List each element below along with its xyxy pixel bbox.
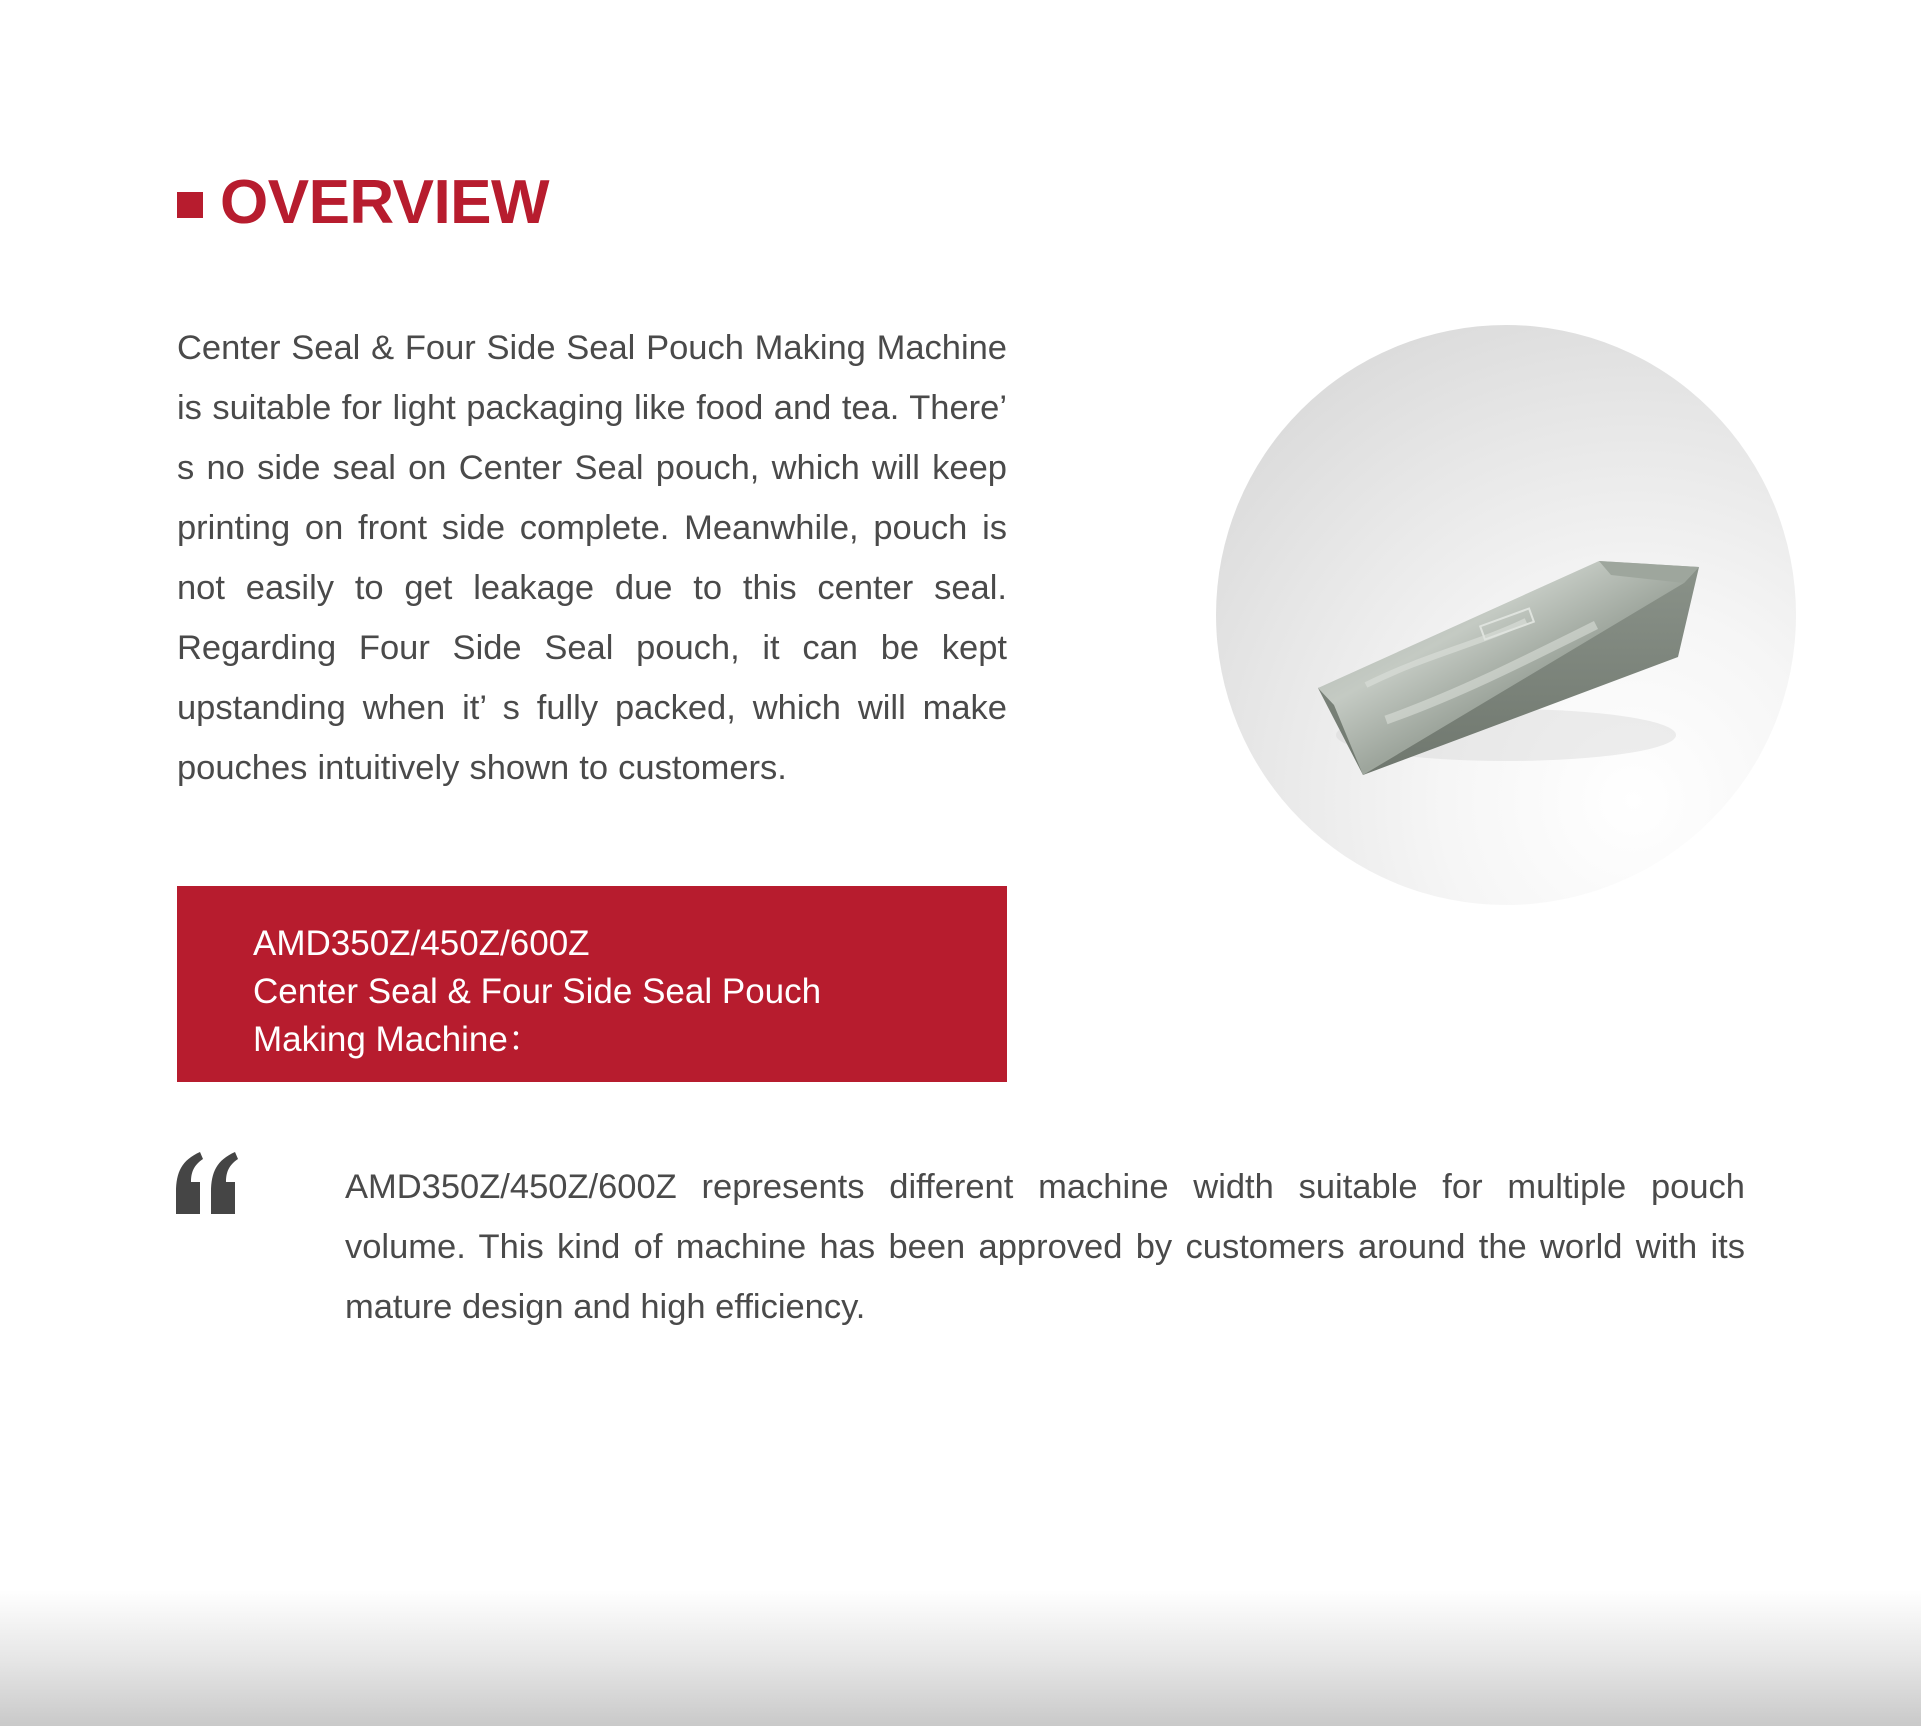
intro-paragraph: Center Seal & Four Side Seal Pouch Making Machine is suitable for light packaging like food and tea. There’ s no side seal on Center Seal pouch, which will keep printing on front side complete. Meanwhile, pouch is not easily to get leakage due to this center seal. Regarding Four Side Seal pouch, it can be kept upstanding when it’ s fully packed, which will make pouches intuitively shown to customers. [177,329,1007,787]
model-name-line-1: Center Seal & Four Side Seal Pouch [253,972,822,1011]
pouch-image [1216,325,1796,905]
model-box [177,886,1007,1082]
model-number: AMD350Z/450Z/600Z [253,924,590,963]
section-heading [177,168,549,238]
page-bottom-fade [0,1590,1921,1726]
quote-text: AMD350Z/450Z/600Z represents different machine width suitable for multiple pouch volume. This kind of machine has been approved by customers around the world with its mature design and high efficiency. [345,1168,1745,1326]
quote-icon [173,1148,239,1218]
model-name-line-2: Making Machine： [253,1020,543,1059]
section-title: OVERVIEW [220,168,550,237]
heading-square-icon [177,192,203,218]
product-image [1216,325,1796,905]
